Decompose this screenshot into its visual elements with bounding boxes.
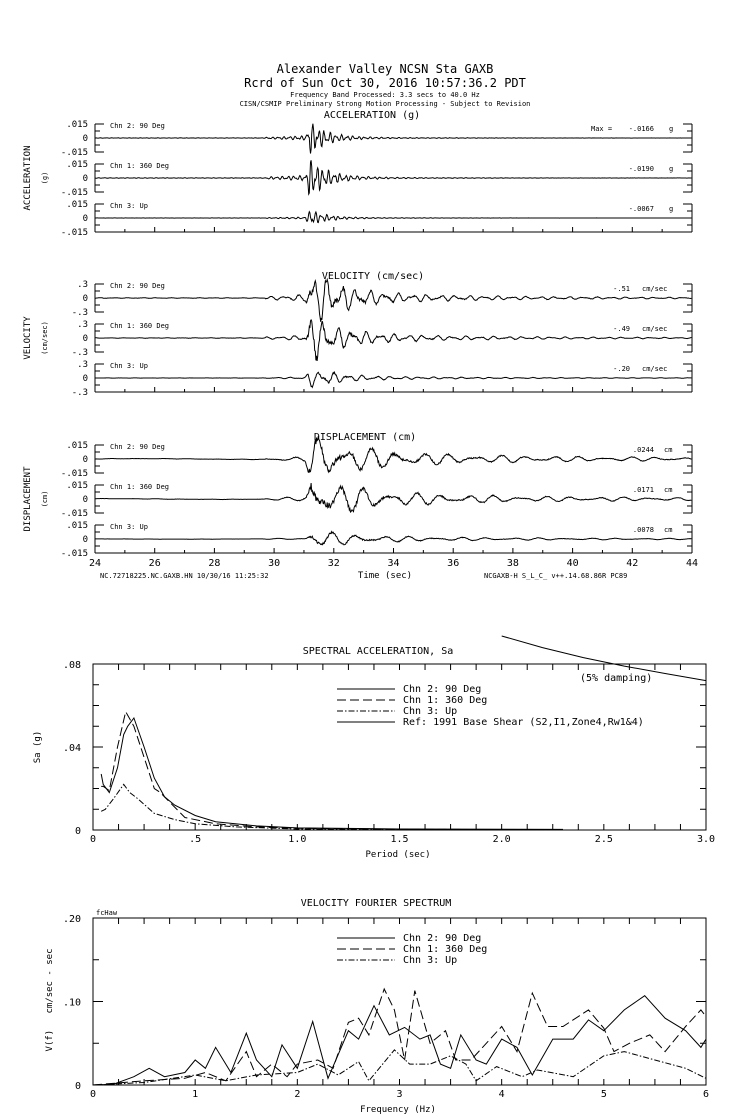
time-tick-label: 26 [148,558,161,569]
legend-entry [337,717,644,728]
footer-record-id: NC.72718225.NC.GAXB.HN 10/30/16 11:25:32 [100,572,269,580]
channel-label: Chn 1: 360 Deg [110,162,170,170]
y-tick-label: -.015 [60,549,88,559]
time-axis-label: Time (sec) [357,571,413,581]
legend-entry [337,706,457,717]
legend-entry [337,695,487,706]
fourier-x-axis-label: Frequency (Hz) [360,1105,436,1115]
peak-value: -.49 [613,325,630,333]
y-tick-label: 0 [82,374,88,384]
legend-label: Chn 1: 360 Deg [403,944,488,955]
time-tick-label: 42 [626,558,639,569]
panel-y-unit: (g) [41,171,49,185]
time-tick-label: 40 [566,558,579,569]
legend-entry [337,944,487,955]
x-tick-label: 1 [192,1089,199,1100]
x-tick-label: 0 [89,834,97,845]
max-prefix: Max = [591,125,613,133]
series-chn-2-90-deg [93,996,706,1085]
time-tick-label: 36 [447,558,460,569]
waveform-trace [95,532,691,545]
y-tick-label: -.015 [60,469,88,479]
sa-damping-annotation: (5% damping) [580,673,653,684]
trace-block [61,481,692,519]
sa-y-axis-label: Sa (g) [33,730,43,764]
panel-y-label: VELOCITY [23,316,33,360]
y-tick-label: -.3 [71,308,88,318]
panel-title: DISPLACEMENT (cm) [313,432,417,443]
channel-label: Chn 1: 360 Deg [110,483,170,491]
peak-unit: cm/sec [642,365,668,373]
peak-unit: cm [664,486,673,494]
time-tick-label: 30 [268,558,281,569]
legend-label: Chn 2: 90 Deg [403,684,482,695]
time-tick-label: 34 [387,558,400,569]
legend-label: Ref: 1991 Base Shear (S2,I1,Zone4,Rw1&4) [403,717,644,728]
y-tick-label: 0 [82,455,88,465]
sa-chart-title: SPECTRAL ACCELERATION, Sa [302,646,454,657]
waveform-trace [95,483,691,512]
time-tick-label: 44 [685,558,699,569]
x-tick-label: .5 [189,834,202,845]
legend-label: Chn 1: 360 Deg [403,695,488,706]
peak-value: -.0166 [628,125,654,133]
panel-y-unit: (cm) [41,490,49,508]
legend-entry [337,955,457,966]
y-tick-label: .015 [66,441,88,451]
channel-label: Chn 2: 90 Deg [110,282,165,290]
waveform-trace [95,212,691,223]
y-tick-label: 0 [82,495,88,505]
series-chn-1-360-deg [101,712,502,830]
fourier-chart [63,914,709,1100]
panel-acceleration [23,110,692,238]
series-chn-3-up [101,784,399,829]
panel-y-unit: (cm/sec) [41,321,49,355]
sa-chart [63,636,715,845]
y-tick-label: -.015 [60,188,88,198]
sa-x-axis-label: Period (sec) [365,850,431,860]
y-tick-label: 0 [82,214,88,224]
x-tick-label: 5 [600,1089,607,1100]
x-tick-label: 0 [89,1089,97,1100]
x-tick-label: 3 [396,1089,403,1100]
waveform-trace [95,320,691,361]
legend-entry [337,933,481,944]
channel-label: Chn 1: 360 Deg [110,322,170,330]
trace-block [61,160,692,198]
y-tick-label: 0 [74,826,81,837]
y-tick-label: .3 [77,360,88,370]
y-tick-label: -.015 [60,228,88,238]
x-tick-label: 2.0 [492,834,511,845]
trace-block [61,120,692,158]
y-tick-label: .3 [77,280,88,290]
peak-unit: g [669,205,674,213]
y-tick-label: 0 [82,174,88,184]
fourier-chart-title: VELOCITY FOURIER SPECTRUM [300,898,452,909]
y-tick-label: .015 [66,521,88,531]
channel-label: Chn 3: Up [110,202,148,210]
x-tick-label: 2 [294,1089,301,1100]
channel-label: Chn 2: 90 Deg [110,122,165,130]
y-tick-label: 0 [82,134,88,144]
trace-block [72,320,692,361]
peak-value: -.20 [613,365,630,373]
series-chn-1-360-deg [93,989,706,1085]
time-tick-label: 32 [327,558,340,569]
header-frequency-band: Frequency Band Processed: 3.3 secs to 40.0 Hz [290,91,480,99]
panel-displacement [23,432,692,559]
footer-processing-version: NCGAXB-H S_L_C_ v++.14.68.86R PC89 [484,572,628,580]
y-tick-label: .015 [66,160,88,170]
header-record-time: Rcrd of Sun Oct 30, 2016 10:57:36.2 PDT [244,76,526,90]
channel-label: Chn 2: 90 Deg [110,443,165,451]
header-station: Alexander Valley NCSN Sta GAXB [276,62,494,76]
waveform-trace [95,372,691,387]
y-tick-label: -.015 [60,509,88,519]
channel-label: Chn 3: Up [110,523,148,531]
fourier-y-axis-label: V(f) cm/sec - sec [45,948,55,1052]
time-axis-tick-labels [89,558,698,569]
peak-value: .0244 [632,446,654,454]
y-tick-label: .04 [62,743,81,754]
peak-unit: g [669,125,674,133]
y-tick-label: .015 [66,120,88,130]
panel-title: VELOCITY (cm/sec) [321,271,425,282]
x-tick-label: 4 [498,1089,505,1100]
peak-unit: cm/sec [642,325,668,333]
legend-label: Chn 3: Up [403,955,458,966]
x-tick-label: 2.5 [594,834,613,845]
waveform-trace [95,160,691,194]
y-tick-label: .10 [62,997,81,1009]
plot-frame [93,664,706,830]
time-history-panels [23,110,692,559]
y-tick-label: -.3 [71,388,88,398]
x-tick-label: 1.0 [288,834,307,845]
y-tick-label: 0 [82,294,88,304]
time-tick-label: 28 [208,558,221,569]
peak-unit: cm/sec [642,285,668,293]
y-tick-label: 0 [82,535,88,545]
panel-velocity [23,271,692,398]
panel-y-label: DISPLACEMENT [23,466,33,532]
waveform-trace [95,280,691,322]
peak-unit: g [669,165,674,173]
x-tick-label: 3.0 [696,834,716,845]
time-tick-label: 24 [88,558,102,569]
panel-y-label: ACCELERATION [23,145,33,211]
legend-label: Chn 3: Up [403,706,458,717]
panel-title: ACCELERATION (g) [323,110,421,121]
x-tick-label: 6 [702,1089,710,1100]
fourier-corner-label: fcHaw [96,909,118,917]
y-tick-label: .3 [77,320,88,330]
peak-value: -.0190 [628,165,654,173]
plot-frame [93,918,706,1085]
y-tick-label: -.015 [60,148,88,158]
y-tick-label: .20 [62,914,81,925]
y-tick-label: -.3 [71,348,88,358]
peak-unit: cm [664,526,673,534]
peak-value: .0078 [632,526,654,534]
peak-value: -.51 [613,285,630,293]
series-chn-2-90-deg [101,718,563,829]
legend-entry [337,684,481,695]
peak-value: -.0067 [628,205,654,213]
y-tick-label: .015 [66,481,88,491]
time-tick-label: 38 [506,558,519,569]
y-tick-label: .015 [66,200,88,210]
x-tick-label: 1.5 [390,834,409,845]
peak-unit: cm [664,446,673,454]
peak-value: .0171 [632,486,654,494]
legend-label: Chn 2: 90 Deg [403,933,482,944]
y-tick-label: .08 [62,660,81,671]
y-tick-label: 0 [82,334,88,344]
trace-block [72,280,692,322]
y-tick-label: 0 [74,1081,81,1092]
channel-label: Chn 3: Up [110,362,148,370]
header-processing-note: CISN/CSMIP Preliminary Strong Motion Processing - Subject to Revision [239,100,531,108]
